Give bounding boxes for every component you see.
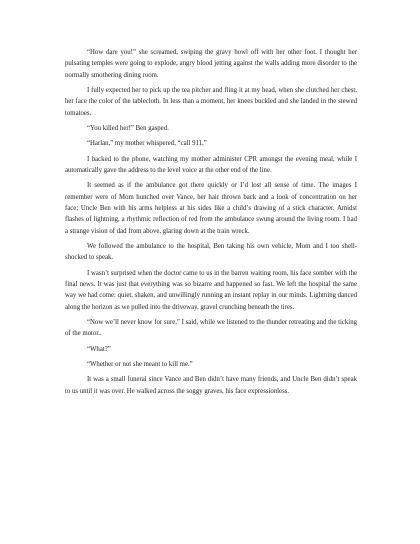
- paragraph: It seemed as if the ambulance got there quickly or I’d lost all sense of time. The images I remember were of Mom hunched over Vance, her hair thrown back and a look of concentration on her face; Uncle Ben with his arms helpless at his sides like a child’s drawing of a stick character. Amidst flashes of lightning, a rhythmic reflection of red from the ambulance swung around the living room. I had a strange vision of dad from above, glaring down at the train wreck.: [65, 182, 357, 235]
- paragraph: “Whether or not she meant to kill me.”: [87, 361, 193, 369]
- body-text: [65, 47, 357, 401]
- paragraph: I backed to the phone, watching my mother administer CPR amongst the evening meal, while I automatically gave the address to the level voice at the other end of the line.: [65, 155, 357, 175]
- paragraph: “Now we’ll never know for sure,” I said, while we listened to the thunder retreating and the ticking of the motor..: [65, 318, 357, 338]
- paragraph: “What?”: [87, 345, 111, 353]
- paragraph: I fully expected her to pick up the tea pitcher and fling it at my head, when she clutched her chest, her face the color of the tablecloth. In less than a moment, her knees buckled and she landed in the stewed tomatoes.: [65, 86, 357, 117]
- paragraph: “You killed her!” Ben gasped.: [87, 124, 169, 132]
- paragraph: We followed the ambulance to the hospital, Ben taking his own vehicle, Mom and I too shell-shocked to speak.: [65, 243, 357, 262]
- paragraph: “How dare you!” she screamed, swiping the gravy bowl off with her other foot. I thought her pulsating temples were going to explode, angry blood jetting against the walls adding more disorder to the normally smothering dining room.: [65, 49, 357, 79]
- paragraph: I wasn’t surprised when the doctor came to us in the barren waiting room, his face somber with the final news. It was just that everything was so bizarre and happened so fast. We left the hospital the same way we had come: quiet, shaken, and unwillingly running an instant replay in our minds. Lightning danced along the horizon as we pulled into the driveway, gravel crunching beneath the tires.: [65, 269, 357, 311]
- paragraph: “Harlan,” my mother whispered, “call 911.”: [87, 140, 207, 148]
- paragraph: It was a small funeral since Vance and Ben didn’t have many friends, and Uncle Ben didn’t speak to us until it was over. He walked across the soggy graves, his face expressionless.: [65, 376, 357, 395]
